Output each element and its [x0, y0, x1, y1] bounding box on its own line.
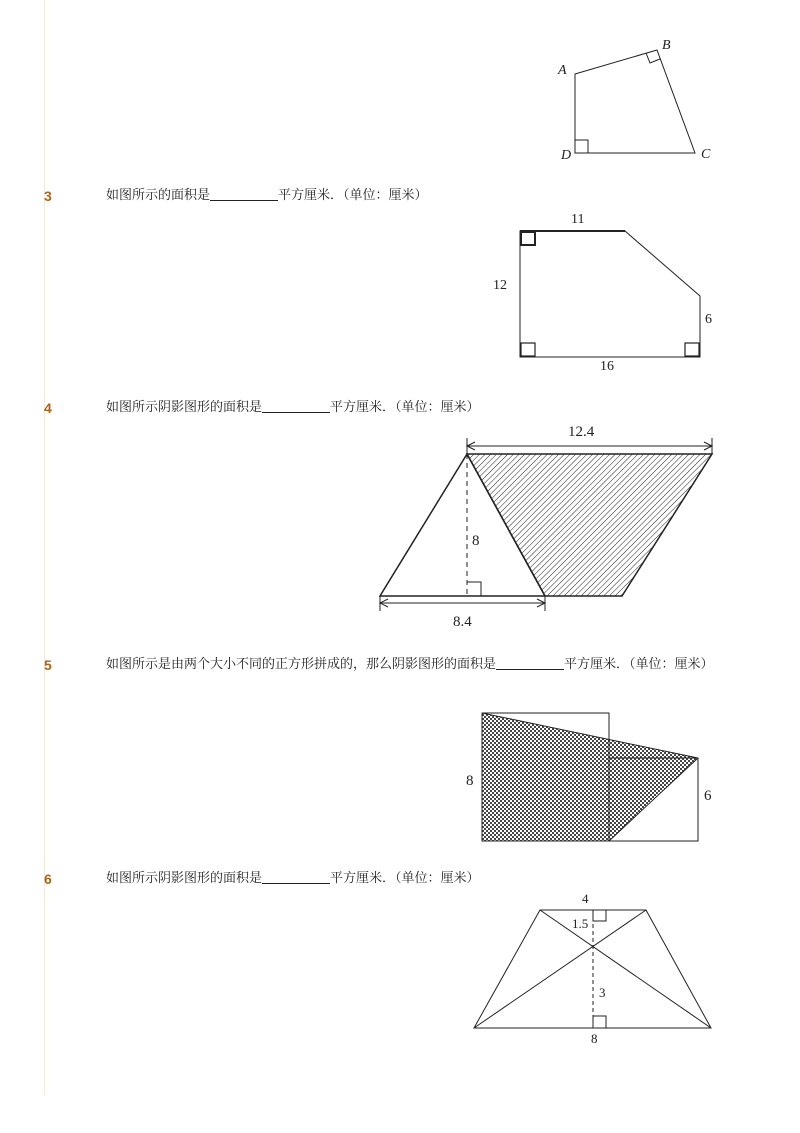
- label-b: B: [662, 38, 671, 53]
- label-right: 6: [705, 312, 712, 327]
- label-c: C: [701, 147, 711, 162]
- label-right: 6: [704, 788, 712, 804]
- label-top: 12.4: [568, 424, 595, 440]
- label-bottom: 16: [600, 359, 614, 374]
- label-inner-height: 1.5: [572, 916, 589, 931]
- label-top: 4: [582, 891, 589, 906]
- label-height: 8: [472, 533, 480, 549]
- label-a: A: [558, 63, 567, 78]
- label-left: 8: [466, 773, 474, 789]
- question-text-before: 如图所示阴影图形的面积是: [106, 400, 263, 415]
- question-text-after: 平方厘米．（单位：厘米）: [330, 400, 480, 415]
- right-angle-mark: [593, 1016, 606, 1028]
- label-top: 11: [571, 212, 585, 227]
- question-text-before: 如图所示阴影图形的面积是: [106, 871, 263, 886]
- question-number: 4: [44, 400, 52, 416]
- question-text-after: 平方厘米．（单位：厘米）: [330, 871, 480, 886]
- right-angle-mark: [593, 910, 606, 921]
- label-bottom: 8.4: [453, 614, 472, 630]
- question-number: 6: [44, 871, 52, 887]
- question-text-after: 平方厘米．（单位：厘米）: [278, 188, 428, 203]
- label-height: 3: [599, 985, 606, 1000]
- question-text-before: 如图所示的面积是: [106, 188, 211, 203]
- question-number: 3: [44, 188, 52, 204]
- diagonal-line: [474, 910, 646, 1028]
- label-bottom: 8: [591, 1031, 598, 1046]
- label-d: D: [561, 148, 572, 163]
- diagonal-line: [540, 910, 711, 1028]
- label-left: 12: [493, 278, 507, 293]
- question-text-after: 平方厘米．（单位：厘米）: [564, 657, 714, 672]
- question-number: 5: [44, 657, 52, 673]
- question-text-before: 如图所示是由两个大小不同的正方形拼成的，那么阴影图形的面积是: [106, 657, 497, 672]
